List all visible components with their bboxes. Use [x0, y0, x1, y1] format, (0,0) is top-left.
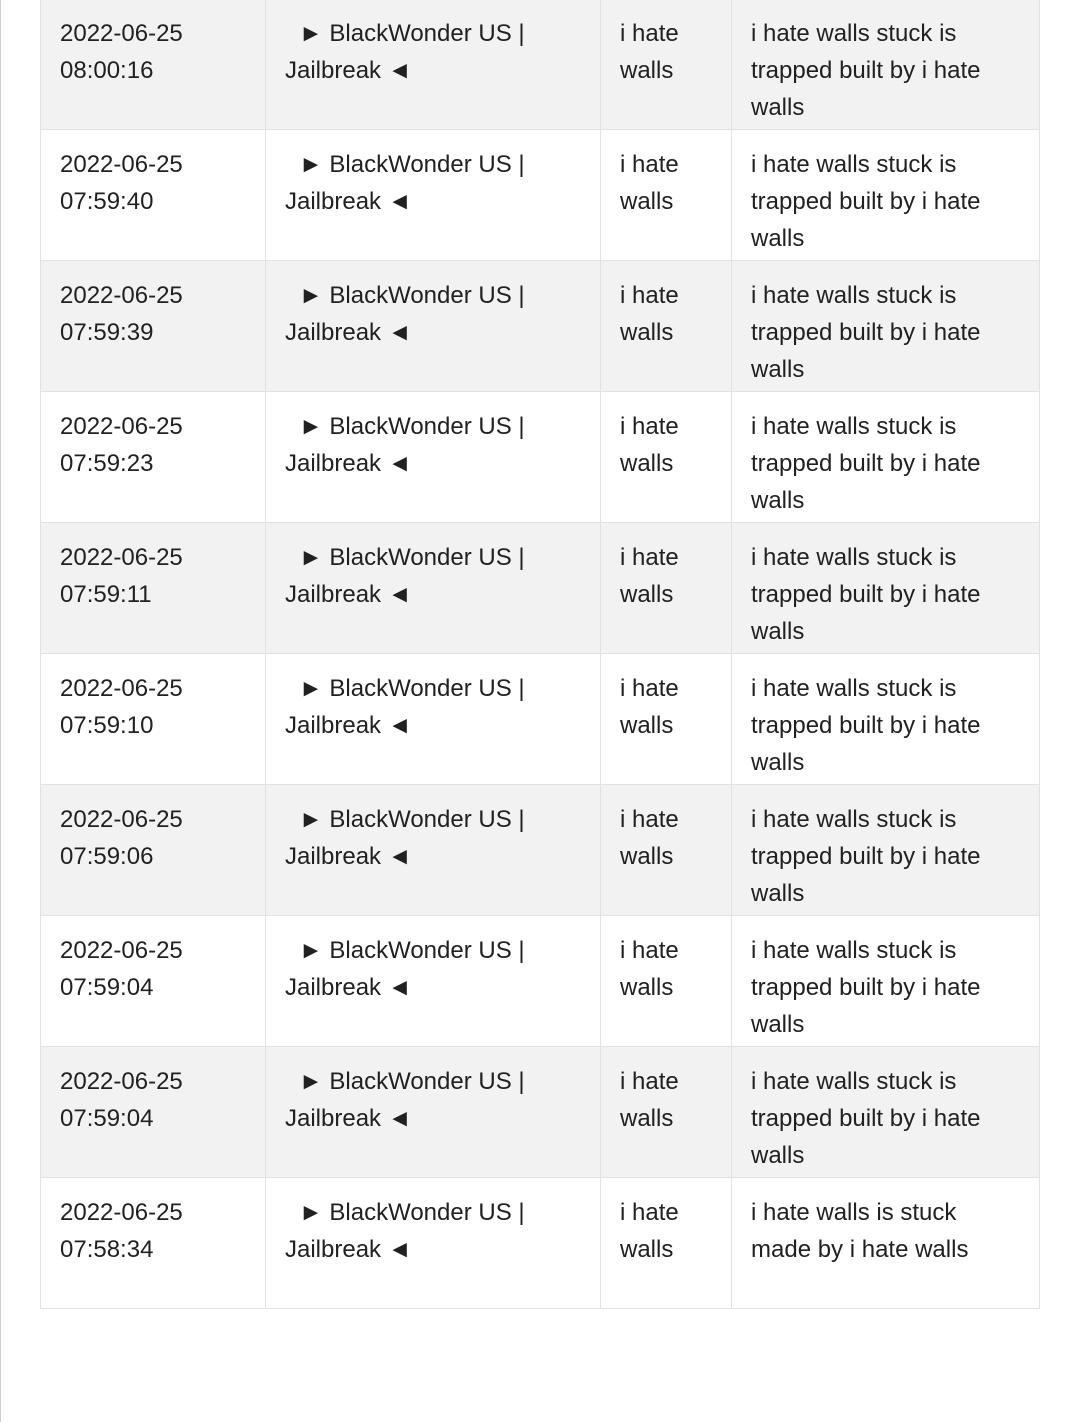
user-cell — [601, 261, 732, 392]
date-text: 2022-06-25 — [60, 1068, 183, 1095]
message-text: i hate walls stuck is trapped built by i hate walls — [751, 282, 981, 383]
log-table — [40, 0, 1040, 1309]
user-cell — [601, 654, 732, 785]
server-name: ► BlackWonder US | Jailbreak ◄ — [285, 151, 525, 215]
message-text: i hate walls stuck is trapped built by i hate walls — [751, 806, 981, 907]
table-row — [41, 523, 1040, 654]
user-name: i hate walls — [620, 1068, 679, 1132]
server-cell — [266, 130, 601, 261]
date-text: 2022-06-25 — [60, 282, 183, 309]
server-cell — [266, 261, 601, 392]
date-cell — [41, 392, 266, 523]
log-table-container — [40, 0, 1039, 1309]
time-text: 08:00:16 — [60, 57, 154, 84]
server-name: ► BlackWonder US | Jailbreak ◄ — [285, 675, 525, 739]
server-name: ► BlackWonder US | Jailbreak ◄ — [285, 806, 525, 870]
date-text: 2022-06-25 — [60, 937, 183, 964]
user-cell — [601, 523, 732, 654]
message-cell — [732, 785, 1040, 916]
server-name: ► BlackWonder US | Jailbreak ◄ — [285, 413, 525, 477]
table-row — [41, 392, 1040, 523]
time-text: 07:58:34 — [60, 1236, 154, 1263]
user-name: i hate walls — [620, 937, 679, 1001]
date-cell — [41, 1178, 266, 1309]
user-name: i hate walls — [620, 806, 679, 870]
message-cell — [732, 0, 1040, 130]
date-cell — [41, 785, 266, 916]
date-text: 2022-06-25 — [60, 1199, 183, 1226]
time-text: 07:59:06 — [60, 843, 154, 870]
time-text: 07:59:04 — [60, 974, 154, 1001]
table-row — [41, 916, 1040, 1047]
table-row — [41, 0, 1040, 130]
server-name: ► BlackWonder US | Jailbreak ◄ — [285, 544, 525, 608]
message-text: i hate walls stuck is trapped built by i hate walls — [751, 544, 981, 645]
user-name: i hate walls — [620, 282, 679, 346]
message-cell — [732, 1047, 1040, 1178]
user-cell — [601, 785, 732, 916]
server-cell — [266, 785, 601, 916]
user-name: i hate walls — [620, 20, 679, 84]
date-text: 2022-06-25 — [60, 544, 183, 571]
user-cell — [601, 916, 732, 1047]
time-text: 07:59:39 — [60, 319, 154, 346]
date-cell — [41, 130, 266, 261]
date-cell — [41, 523, 266, 654]
message-cell — [732, 130, 1040, 261]
server-name: ► BlackWonder US | Jailbreak ◄ — [285, 1199, 525, 1263]
time-text: 07:59:11 — [60, 581, 152, 608]
date-cell — [41, 0, 266, 130]
message-text: i hate walls is stuck made by i hate walls — [751, 1199, 969, 1263]
date-cell — [41, 654, 266, 785]
server-name: ► BlackWonder US | Jailbreak ◄ — [285, 937, 525, 1001]
user-cell — [601, 1178, 732, 1309]
server-cell — [266, 523, 601, 654]
server-cell — [266, 1047, 601, 1178]
table-row — [41, 261, 1040, 392]
message-cell — [732, 261, 1040, 392]
message-text: i hate walls stuck is trapped built by i hate walls — [751, 937, 981, 1038]
server-cell — [266, 0, 601, 130]
time-text: 07:59:10 — [60, 712, 154, 739]
user-cell — [601, 130, 732, 261]
message-cell — [732, 392, 1040, 523]
message-text: i hate walls stuck is trapped built by i hate walls — [751, 1068, 981, 1169]
message-text: i hate walls stuck is trapped built by i hate walls — [751, 413, 981, 514]
date-cell — [41, 916, 266, 1047]
server-name: ► BlackWonder US | Jailbreak ◄ — [285, 282, 525, 346]
message-text: i hate walls stuck is trapped built by i hate walls — [751, 20, 981, 121]
date-text: 2022-06-25 — [60, 20, 183, 47]
server-name: ► BlackWonder US | Jailbreak ◄ — [285, 1068, 525, 1132]
server-cell — [266, 654, 601, 785]
message-text: i hate walls stuck is trapped built by i hate walls — [751, 151, 981, 252]
time-text: 07:59:40 — [60, 188, 154, 215]
date-text: 2022-06-25 — [60, 413, 183, 440]
table-row — [41, 1047, 1040, 1178]
date-text: 2022-06-25 — [60, 151, 183, 178]
user-name: i hate walls — [620, 544, 679, 608]
date-cell — [41, 1047, 266, 1178]
page-left-border — [0, 0, 1, 1422]
table-row — [41, 1178, 1040, 1309]
date-text: 2022-06-25 — [60, 675, 183, 702]
server-cell — [266, 392, 601, 523]
server-cell — [266, 1178, 601, 1309]
time-text: 07:59:23 — [60, 450, 154, 477]
user-name: i hate walls — [620, 675, 679, 739]
table-row — [41, 130, 1040, 261]
table-row — [41, 785, 1040, 916]
table-row — [41, 654, 1040, 785]
message-cell — [732, 1178, 1040, 1309]
user-cell — [601, 1047, 732, 1178]
log-table-body — [41, 0, 1040, 1309]
date-cell — [41, 261, 266, 392]
user-cell — [601, 0, 732, 130]
message-cell — [732, 654, 1040, 785]
time-text: 07:59:04 — [60, 1105, 154, 1132]
message-cell — [732, 523, 1040, 654]
user-name: i hate walls — [620, 151, 679, 215]
server-cell — [266, 916, 601, 1047]
message-text: i hate walls stuck is trapped built by i hate walls — [751, 675, 981, 776]
user-name: i hate walls — [620, 413, 679, 477]
message-cell — [732, 916, 1040, 1047]
server-name: ► BlackWonder US | Jailbreak ◄ — [285, 20, 525, 84]
user-cell — [601, 392, 732, 523]
date-text: 2022-06-25 — [60, 806, 183, 833]
user-name: i hate walls — [620, 1199, 679, 1263]
